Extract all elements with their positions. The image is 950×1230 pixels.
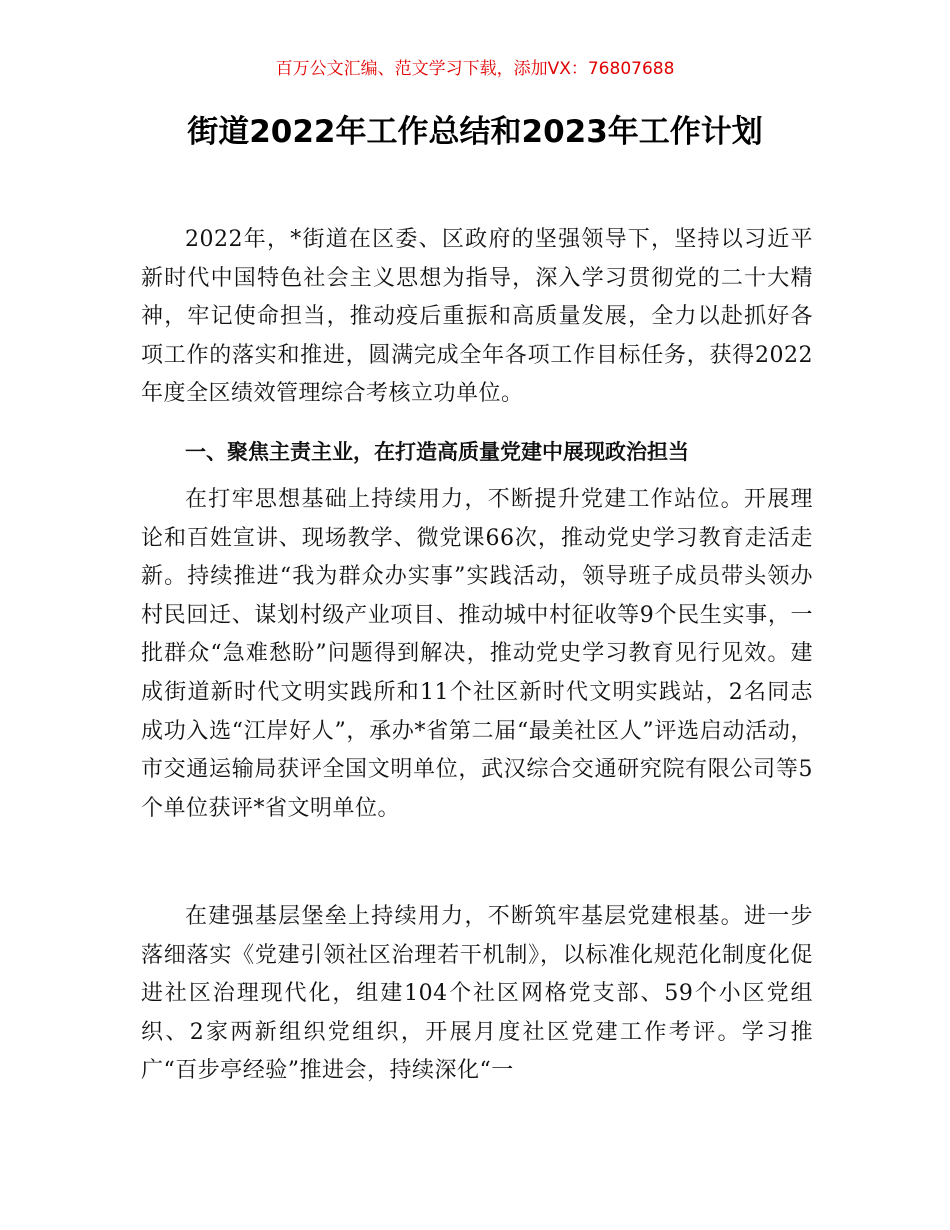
section-heading: 一、聚焦主责主业，在打造高质量党建中展现政治担当 (185, 440, 689, 464)
body-paragraph: 在建强基层堡垒上持续用力，不断筑牢基层党建根基。进一步落细落实《党建引领社区治理若干机制》，以标准化规范化制度化促进社区治理现代化，组建104个社区网格党支部、59个小区党组织、2家两新组织党组织，开展月度社区党建工作考评。学习推广“百步亭经验”推进会，持续深化“一 (141, 904, 813, 1084)
document-title: 街道2022年工作总结和2023年工作计划 (187, 114, 763, 150)
intro-paragraph: 2022年，*街道在区委、区政府的坚强领导下，坚持以习近平新时代中国特色社会主义思想为指导，深入学习贯彻党的二十大精神，牢记使命担当，推动疫后重振和高质量发展，全力以赴抓好各项工作的落实和推进，圆满完成全年各项工作目标任务，获得2022年度全区绩效管理综合考核立功单位。 (141, 227, 813, 407)
watermark-header: 百万公文汇编、范文学习下载，添加VX：76807688 (275, 59, 675, 79)
body-paragraph: 在打牢思想基础上持续用力，不断提升党建工作站位。开展理论和百姓宣讲、现场教学、微党课66次，推动党史学习教育走活走新。持续推进“我为群众办实事”实践活动，领导班子成员带头领办村民回迁、谋划村级产业项目、推动城中村征收等9个民生实事，一批群众“急难愁盼”问题得到解决，推动党史学习教育见行见效。建成街道新时代文明实践所和11个社区新时代文明实践站，2名同志成功入选“江岸好人”，承办*省第二届“最美社区人”评选启动活动，市交通运输局获评全国文明单位，武汉综合交通研究院有限公司等5个单位获评*省文明单位。 (141, 487, 813, 821)
